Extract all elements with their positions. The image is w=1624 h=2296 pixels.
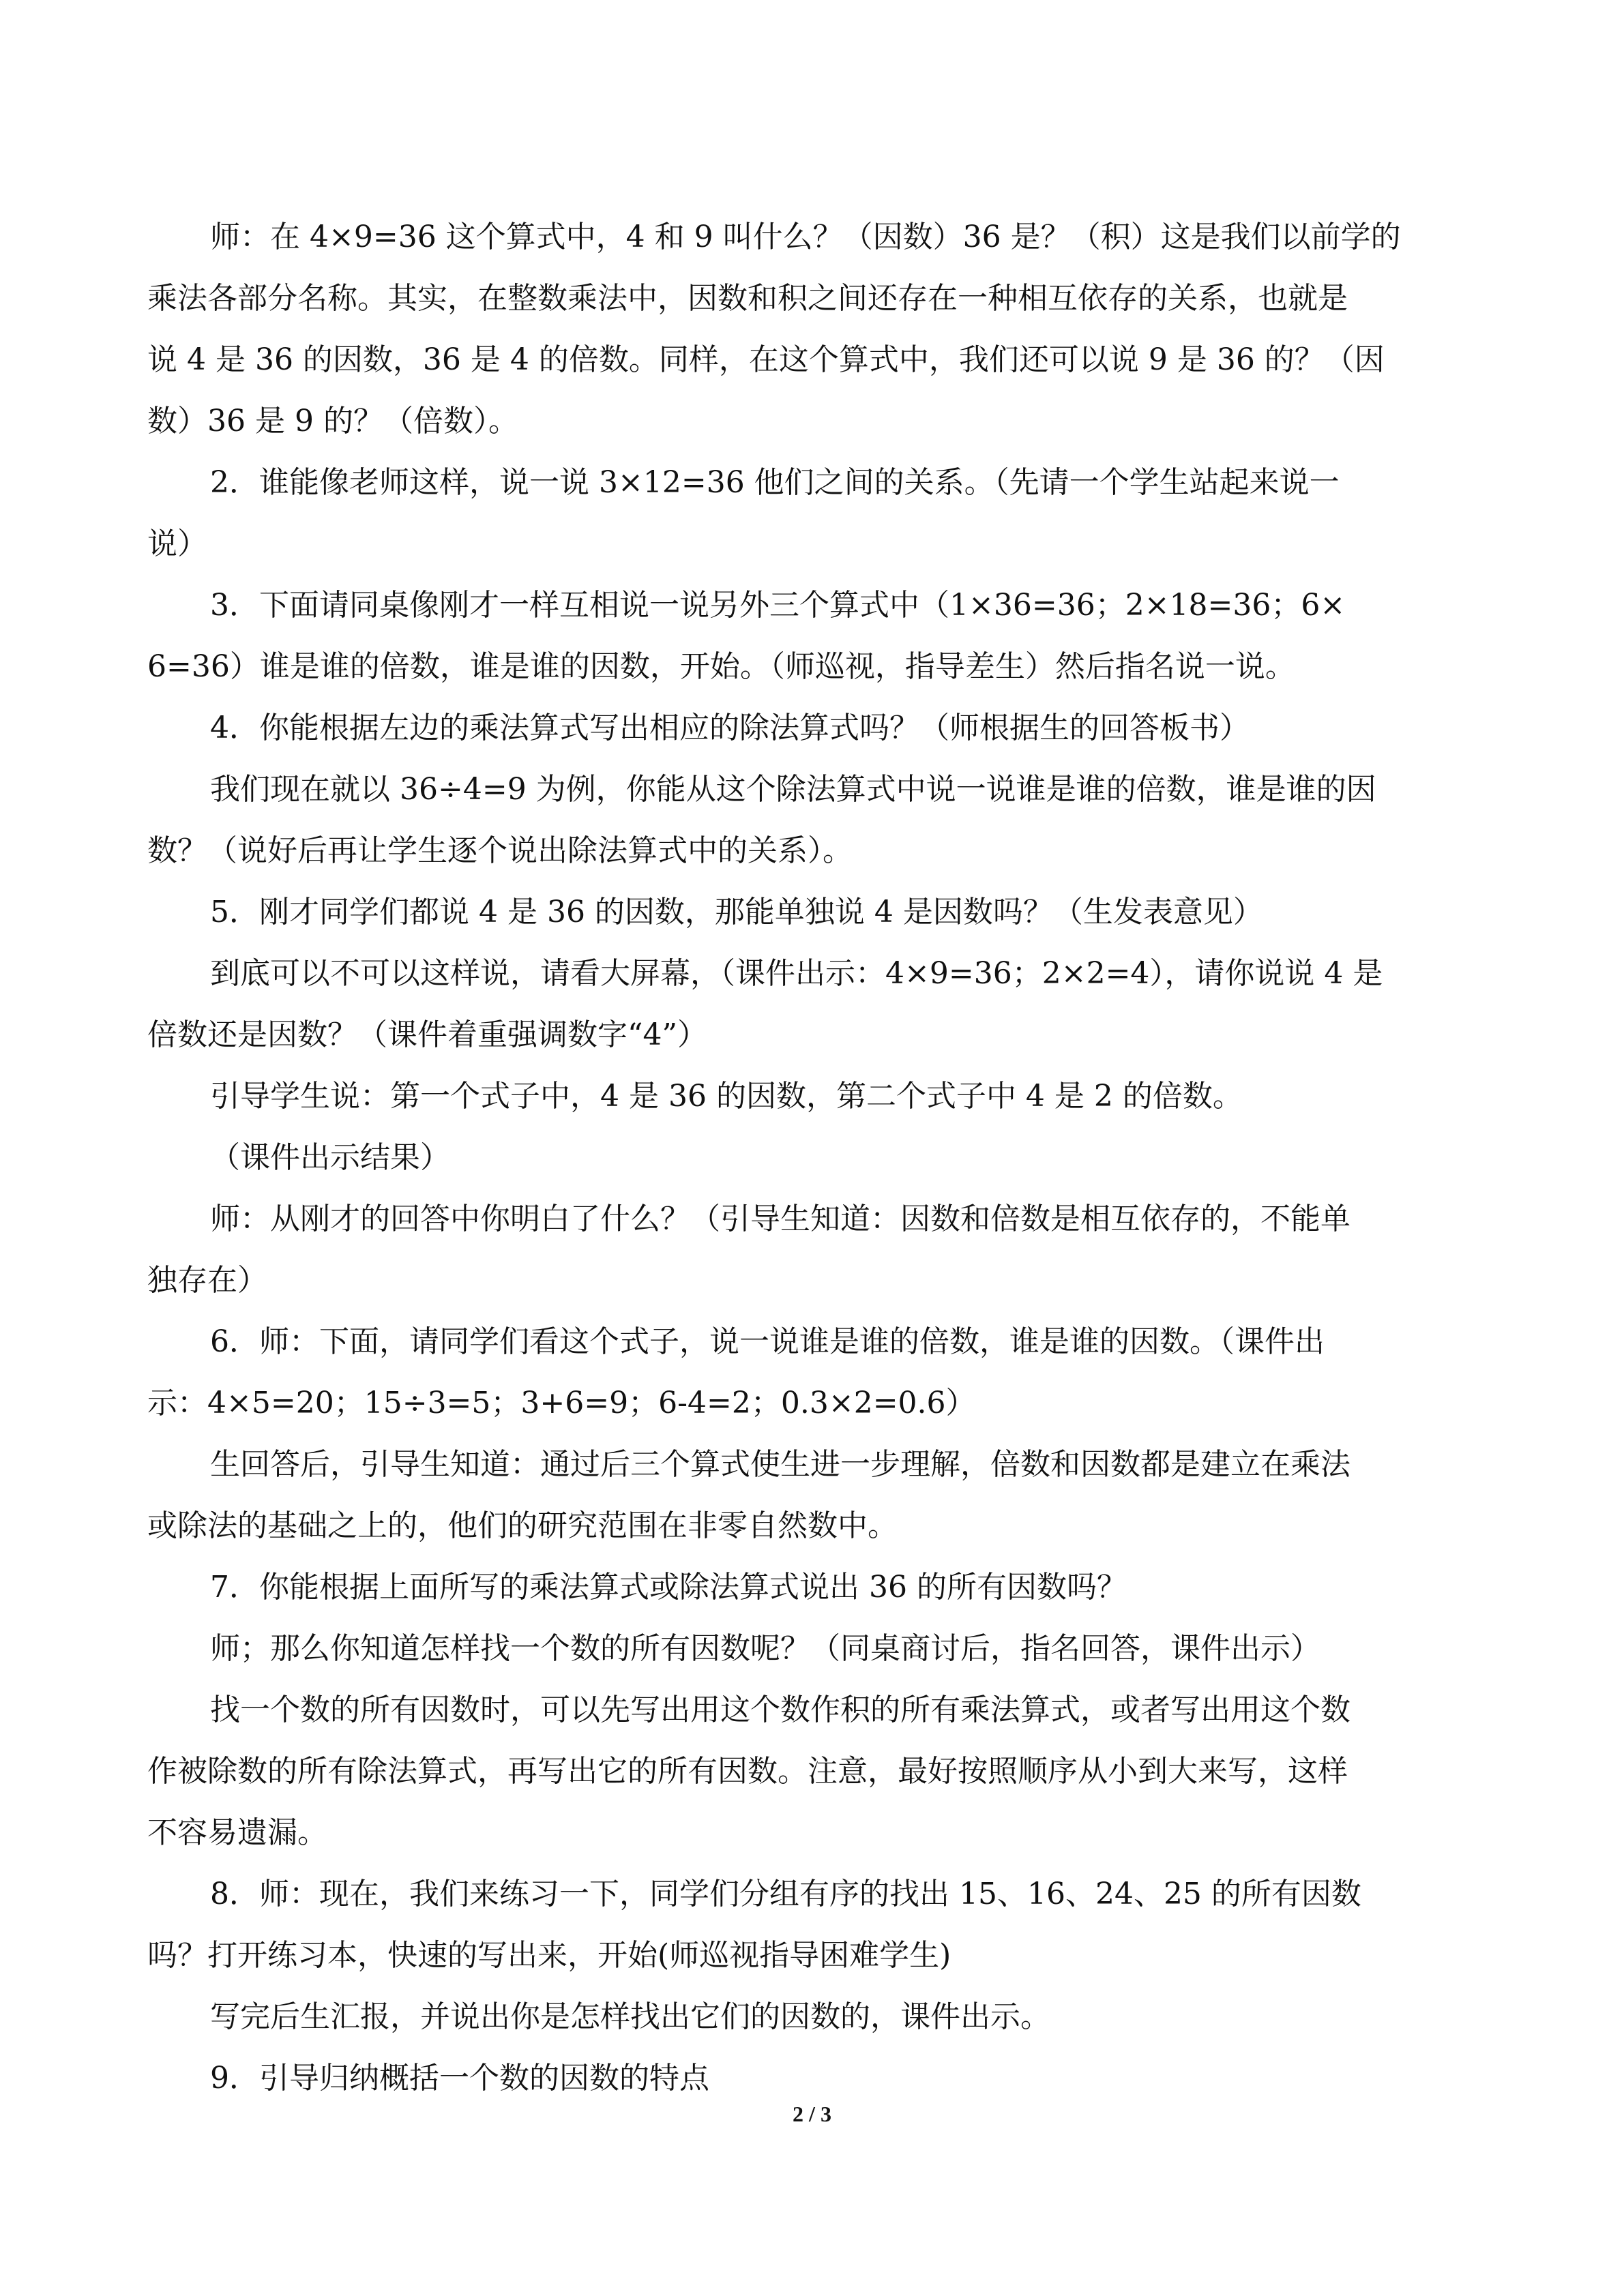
text-line: 我们现在就以 36÷4=9 为例，你能从这个除法算式中说一说谁是谁的倍数，谁是谁的因 bbox=[210, 772, 1376, 807]
text-line: 独存在） bbox=[147, 1263, 267, 1298]
text-line: 数）36 是 9 的？（倍数）。 bbox=[147, 404, 518, 438]
text-line: 或除法的基础之上的，他们的研究范围在非零自然数中。 bbox=[147, 1508, 898, 1543]
text-line: 师：在 4×9=36 这个算式中，4 和 9 叫什么？（因数）36 是？（积）这是我们以前学的 bbox=[210, 220, 1401, 254]
text-line: （课件出示结果） bbox=[210, 1140, 450, 1175]
text-line: 写完后生汇报，并说出你是怎样找出它们的因数的，课件出示。 bbox=[210, 1999, 1050, 2034]
text-line: 示：4×5=20；15÷3=5；3+6=9；6-4=2；0.3×2=0.6） bbox=[147, 1386, 976, 1420]
text-line: 说 4 是 36 的因数，36 是 4 的倍数。同样，在这个算式中，我们还可以说 9 是 36 的？（因 bbox=[147, 342, 1385, 377]
text-line: 9．引导归纳概括一个数的因数的特点 bbox=[210, 2061, 709, 2096]
document-body bbox=[147, 207, 1484, 2109]
text-line: 生回答后，引导生知道：通过后三个算式使生进一步理解，倍数和因数都是建立在乘法 bbox=[210, 1447, 1350, 1482]
text-line: 不容易遗漏。 bbox=[147, 1815, 327, 1850]
page-number: 2 / 3 bbox=[793, 2102, 831, 2126]
text-line: 5．刚才同学们都说 4 是 36 的因数，那能单独说 4 是因数吗？（生发表意见） bbox=[210, 895, 1263, 929]
text-line: 4．你能根据左边的乘法算式写出相应的除法算式吗？（师根据生的回答板书） bbox=[210, 711, 1250, 745]
text-line: 数？（说好后再让学生逐个说出除法算式中的关系）。 bbox=[147, 833, 853, 868]
text-line: 师：从刚才的回答中你明白了什么？（引导生知道：因数和倍数是相互依存的，不能单 bbox=[210, 1202, 1350, 1236]
text-line: 乘法各部分名称。其实，在整数乘法中，因数和积之间还存在一种相互依存的关系，也就是 bbox=[147, 281, 1348, 316]
text-line: 3．下面请同桌像刚才一样互相说一说另外三个算式中（1×36=36；2×18=36；6× bbox=[210, 588, 1346, 623]
text-line: 2．谁能像老师这样，说一说 3×12=36 他们之间的关系。（先请一个学生站起来说一 bbox=[210, 465, 1340, 500]
text-line: 6=36）谁是谁的倍数，谁是谁的因数，开始。（师巡视，指导差生）然后指名说一说。 bbox=[147, 649, 1295, 684]
text-line: 说） bbox=[147, 526, 207, 561]
text-line: 师；那么你知道怎样找一个数的所有因数呢？（同桌商讨后，指名回答，课件出示） bbox=[210, 1631, 1320, 1666]
text-line: 6．师：下面，请同学们看这个式子，说一说谁是谁的倍数，谁是谁的因数。（课件出 bbox=[210, 1324, 1325, 1359]
text-line: 倍数还是因数？（课件着重强调数字“4”） bbox=[147, 1017, 707, 1052]
text-line: 找一个数的所有因数时，可以先写出用这个数作积的所有乘法算式，或者写出用这个数 bbox=[210, 1693, 1350, 1727]
text-line: 8．师：现在，我们来练习一下，同学们分组有序的找出 15、16、24、25 的所有因数 bbox=[210, 1877, 1361, 1911]
text-line: 引导学生说：第一个式子中，4 是 36 的因数，第二个式子中 4 是 2 的倍数。 bbox=[210, 1079, 1243, 1114]
text-line: 7．你能根据上面所写的乘法算式或除法算式说出 36 的所有因数吗？ bbox=[210, 1570, 1127, 1605]
text-line: 到底可以不可以这样说，请看大屏幕，（课件出示：4×9=36；2×2=4），请你说说 4 是 bbox=[210, 956, 1383, 991]
text-line: 吗？打开练习本，快速的写出来，开始(师巡视指导困难学生) bbox=[147, 1938, 951, 1973]
text-line: 作被除数的所有除法算式，再写出它的所有因数。注意，最好按照顺序从小到大来写，这样 bbox=[147, 1754, 1348, 1789]
